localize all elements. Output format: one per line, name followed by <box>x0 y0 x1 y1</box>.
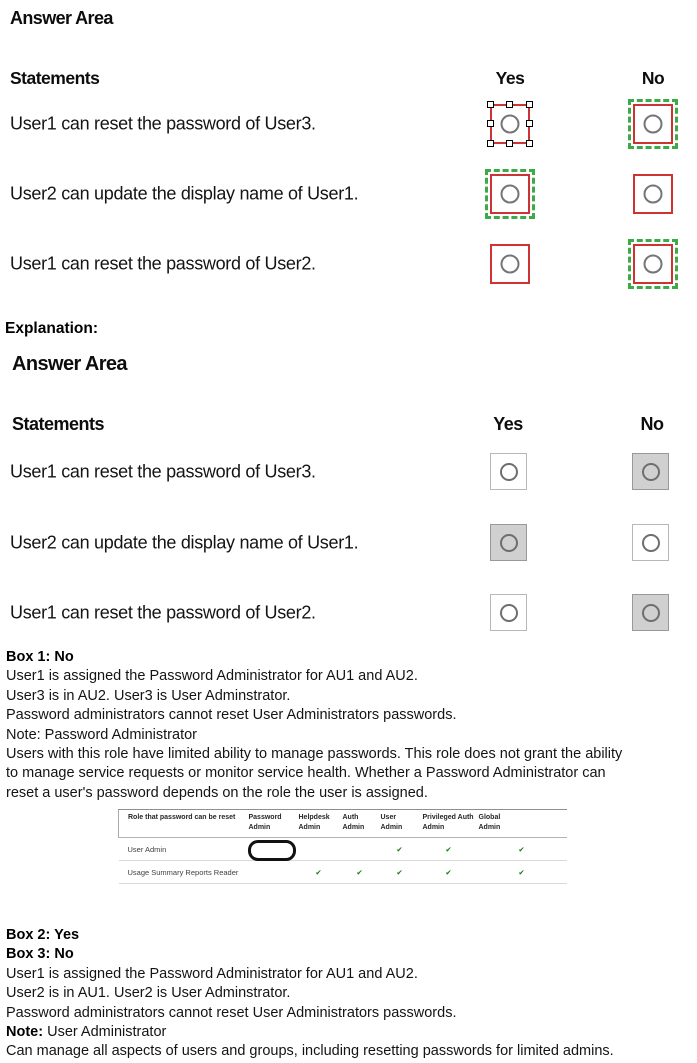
radio-circle-icon <box>642 534 660 552</box>
statement-row-2 <box>0 170 697 218</box>
explanation-line: Users with this role have limited ability to manage passwords. This role does not grant the ability <box>6 746 623 763</box>
check-icon: ✔ <box>477 861 567 884</box>
roles-table-row-usage-summary <box>119 861 567 884</box>
roles-header-global-admin: Global Admin <box>477 810 567 838</box>
selection-handle[interactable] <box>526 101 533 108</box>
explanation-line: Note: Password Administrator <box>6 726 197 743</box>
answer-row3-yes-radio[interactable] <box>490 594 527 631</box>
explanation-line: reset a user's password depends on the role the user is assigned. <box>6 784 428 801</box>
role-name: User Admin <box>119 838 247 861</box>
roles-header-password-admin: Password Admin <box>247 810 297 838</box>
explanation-line: User3 is in AU2. User3 is User Adminstrator. <box>6 687 291 704</box>
radio-circle-icon <box>500 604 518 622</box>
row3-yes-radio[interactable] <box>490 244 530 284</box>
selection-handle[interactable] <box>526 120 533 127</box>
check-icon: ✔ <box>477 838 567 861</box>
radio-circle-icon <box>644 255 663 274</box>
explanation-line: to manage service requests or monitor service health. Whether a Password Administrator can <box>6 765 606 782</box>
cell-helpdesk-admin <box>297 838 341 861</box>
roles-table-row-user-admin <box>119 838 567 861</box>
note-text: User Administrator <box>43 1024 167 1041</box>
roles-header-privileged-auth-admin: Privileged Auth Admin <box>421 810 477 838</box>
roles-table-header-row <box>119 810 567 838</box>
no-header-2: No <box>640 414 664 434</box>
answer-row-3 <box>0 591 697 635</box>
radio-circle-icon <box>642 463 660 481</box>
selection-handle[interactable] <box>506 140 513 147</box>
statement-text: User2 can update the display name of User1. <box>10 183 359 204</box>
answer-row-1 <box>0 450 697 494</box>
highlight-oval-annotation <box>248 840 296 861</box>
selection-handle[interactable] <box>487 140 494 147</box>
note-label: Note: <box>6 1024 44 1041</box>
note-line <box>6 1023 614 1042</box>
statement-row-1 <box>0 100 697 148</box>
radio-circle-icon <box>500 463 518 481</box>
answer-row2-no-radio[interactable] <box>632 524 669 561</box>
answer-row-2 <box>0 521 697 565</box>
radio-circle-icon <box>501 255 520 274</box>
box2-heading: Box 2: Yes <box>6 927 80 943</box>
answer-area-title: Answer Area <box>10 8 113 28</box>
check-icon: ✔ <box>341 861 379 884</box>
row3-no-radio[interactable] <box>633 244 673 284</box>
role-name: Usage Summary Reports Reader <box>119 861 247 884</box>
explanation-line: Password administrators cannot reset User Administrators passwords. <box>6 707 457 724</box>
explanation-line: Can manage all aspects of users and groups, including resetting passwords for limited admins. <box>6 1043 614 1060</box>
explanation-box1-text <box>6 648 622 803</box>
row1-no-radio[interactable] <box>633 104 673 144</box>
explanation-line: User2 is in AU1. User2 is User Adminstrator. <box>6 985 291 1002</box>
answer-row3-no-radio-selected[interactable] <box>632 594 669 631</box>
selection-handle[interactable] <box>487 120 494 127</box>
row1-yes-radio[interactable] <box>490 104 530 144</box>
yes-header-2: Yes <box>493 414 523 434</box>
statements-header: Statements <box>10 68 100 88</box>
check-icon: ✔ <box>297 861 341 884</box>
answer-row1-no-radio-selected[interactable] <box>632 453 669 490</box>
check-icon: ✔ <box>421 861 477 884</box>
explanation-label: Explanation: <box>5 320 99 337</box>
selection-handle[interactable] <box>487 101 494 108</box>
check-icon: ✔ <box>421 838 477 861</box>
explanation-line: Password administrators cannot reset User Administrators passwords. <box>6 1004 457 1021</box>
selection-handle[interactable] <box>506 101 513 108</box>
roles-header-user-admin: User Admin <box>379 810 421 838</box>
statement-text: User1 can reset the password of User2. <box>10 602 316 623</box>
check-icon: ✔ <box>379 861 421 884</box>
answer-area-title-2: Answer Area <box>12 353 127 375</box>
radio-circle-icon <box>501 185 520 204</box>
box3-heading: Box 3: No <box>6 946 74 963</box>
statement-text: User1 can reset the password of User2. <box>10 253 316 274</box>
selection-handle[interactable] <box>526 140 533 147</box>
statements-header-2: Statements <box>12 414 105 434</box>
check-icon: ✔ <box>379 838 421 861</box>
statement-text: User1 can reset the password of User3. <box>10 461 316 482</box>
cell-auth-admin <box>341 838 379 861</box>
answer-row2-yes-radio-selected[interactable] <box>490 524 527 561</box>
no-header: No <box>641 68 665 88</box>
explanation-box2-3-text <box>6 926 614 1062</box>
roles-header-role: Role that password can be reset <box>119 810 247 838</box>
radio-circle-icon <box>644 115 663 134</box>
explanation-line: User1 is assigned the Password Administrator for AU1 and AU2. <box>6 668 418 685</box>
radio-circle-icon <box>642 604 660 622</box>
row2-no-radio[interactable] <box>633 174 673 214</box>
box1-heading: Box 1: No <box>6 649 74 665</box>
row2-yes-radio[interactable] <box>490 174 530 214</box>
roles-header-helpdesk-admin: Helpdesk Admin <box>297 810 341 838</box>
statement-text: User2 can update the display name of User1. <box>10 532 359 553</box>
radio-circle-icon <box>644 185 663 204</box>
radio-circle-icon <box>500 534 518 552</box>
answer-row1-yes-radio[interactable] <box>490 453 527 490</box>
statement-text: User1 can reset the password of User3. <box>10 113 316 134</box>
roles-header-auth-admin: Auth Admin <box>341 810 379 838</box>
statement-row-3 <box>0 240 697 288</box>
password-reset-roles-table <box>118 809 566 884</box>
cell-password-admin <box>247 861 297 884</box>
yes-header: Yes <box>495 68 525 88</box>
explanation-line: User1 is assigned the Password Administrator for AU1 and AU2. <box>6 965 418 982</box>
radio-circle-icon <box>501 115 520 134</box>
